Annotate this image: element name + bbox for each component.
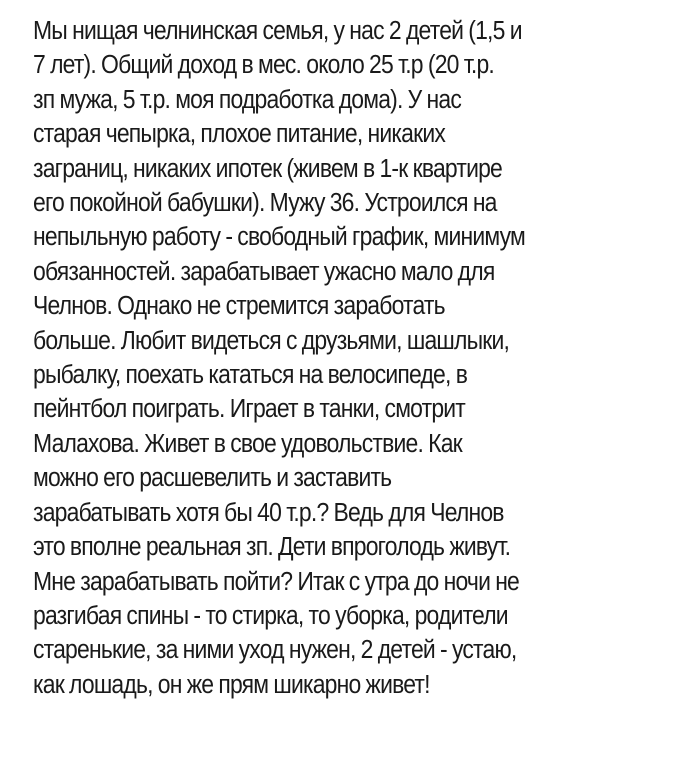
post-text-line: непыльную работу - свободный график, минимум [33,223,525,252]
post-text-line: как лошадь, он же прям шикарно живет! [33,670,430,699]
post-text-line: можно его расшевелить и заставить [33,464,392,493]
post-text-line: это вполне реальная зп. Дети впроголодь живут. [33,533,511,562]
post-text-line: зарабатывать хотя бы 40 т.р.? Ведь для Челнов [33,498,504,527]
post-text-line: больше. Любит видеться с друзьями, шашлыки, [33,326,510,355]
post-text-line: Малахова. Живет в свое удовольствие. Как [33,429,462,458]
post-text-line: его покойной бабушки). Мужу 36. Устроился на [33,189,497,218]
post-text-line: Мне зарабатывать пойти? Итак с утра до ночи не [33,567,520,596]
post-text-line: зп мужа, 5 т.р. моя подработка дома). У нас [33,85,462,114]
post-text-line: разгибая спины - то стирка, то уборка, родители [33,601,508,630]
post-text-line: 7 лет). Общий доход в мес. около 25 т.р (20 т.р. [33,51,494,80]
post-text-line: заграниц, никаких ипотек (живем в 1-к квартире [33,154,502,183]
post-text-line: пейнтбол поиграть. Играет в танки, смотрит [33,395,465,424]
post-text-line: рыбалку, поехать кататься на велосипеде, в [33,361,468,390]
post-text [33,14,618,702]
post-text-line: старенькие, за ними уход нужен, 2 детей - устаю, [33,636,517,665]
post-text-line: обязанностей. зарабатывает ужасно мало для [33,257,495,286]
post-text-line: Мы нищая челнинская семья, у нас 2 детей (1,5 и [33,17,522,45]
post-text-line: Челнов. Однако не стремится заработать [33,292,445,321]
post-text-line: старая чепырка, плохое питание, никаких [33,120,446,149]
